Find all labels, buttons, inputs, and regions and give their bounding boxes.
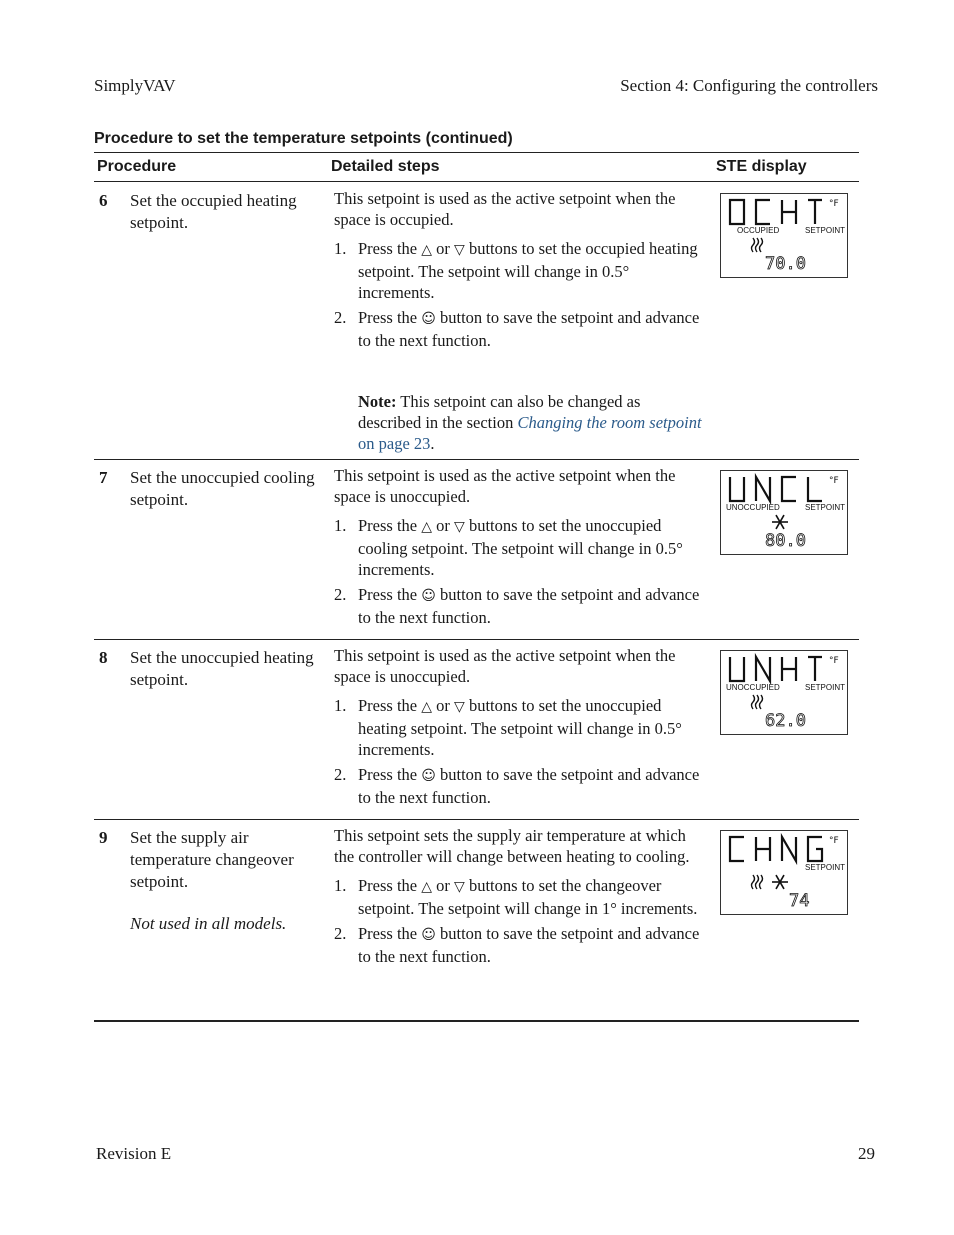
note-text: This setpoint can also be changed as described in the section [358, 392, 641, 432]
list-item [334, 875, 706, 919]
lcd-segment-glyph [730, 837, 744, 861]
down-arrow-icon: ▽ [454, 242, 465, 258]
list-number: 2. [334, 924, 347, 943]
up-arrow-icon: △ [421, 242, 433, 258]
heat-cool-icons [752, 875, 789, 889]
table-row [94, 640, 859, 820]
lcd-occupancy-label: OCCUPIED [737, 226, 780, 235]
column-header-detailed-steps: Detailed steps [331, 158, 440, 175]
procedure-note: Not used in all models. [130, 914, 287, 933]
lcd-segment-glyph [782, 837, 796, 861]
lcd-setpoint-label: SETPOINT [805, 863, 846, 872]
step-text: Press the [358, 516, 422, 535]
lcd-segment-glyph [782, 200, 796, 224]
list-item [334, 238, 706, 303]
lcd-screen [721, 651, 847, 734]
lcd-segment-glyph [730, 477, 744, 501]
lcd-segment-glyph [808, 837, 822, 861]
table-row [94, 820, 859, 1022]
detailed-steps [334, 188, 706, 454]
running-header-section: Section 4: Configuring the controllers [620, 76, 878, 95]
lcd-segment-glyph [808, 477, 822, 501]
step-text: Press the [358, 585, 422, 604]
step-text: buttons to set the unoccupied heating setpoint. The setpoint will change in 0.5° increments. [358, 696, 682, 759]
lcd-segment-glyph [756, 837, 770, 861]
procedure-text: Set the unoccupied cooling setpoint. [130, 468, 315, 509]
ste-display-unoccupied-cooling [720, 470, 848, 555]
lcd-segment-glyph [808, 200, 822, 224]
table-caption: Procedure to set the temperature setpoints (continued) [94, 130, 513, 147]
list-item [334, 764, 706, 808]
step-text: Press the [358, 308, 422, 327]
step-intro: This setpoint is used as the active setpoint when the space is unoccupied. [334, 466, 676, 506]
list-number: 2. [334, 308, 347, 327]
lcd-value: 80.0 [765, 531, 806, 551]
lcd-screen [721, 194, 847, 277]
ste-display-occupied-heating [720, 193, 848, 278]
smiley-button-icon: ☺ [421, 927, 436, 943]
lcd-occupancy-label: UNOCCUPIED [726, 503, 780, 512]
lcd-screen [721, 831, 847, 914]
step-text: Press the [358, 924, 422, 943]
smiley-button-icon: ☺ [421, 768, 436, 784]
column-header-procedure: Procedure [97, 158, 177, 175]
list-item [334, 923, 706, 967]
smiley-button-icon: ☺ [421, 588, 436, 604]
detailed-steps [334, 825, 706, 971]
lcd-unit-label: °F [829, 476, 839, 486]
procedure-table [94, 152, 859, 1022]
step-number: 7 [99, 468, 108, 487]
up-arrow-icon: △ [421, 519, 433, 535]
lcd-setpoint-label: SETPOINT [805, 226, 846, 235]
list-item [334, 515, 706, 580]
ste-display-changeover [720, 830, 848, 915]
step-text: buttons to set the occupied heating setpoint. The setpoint will change in 0.5° increments. [358, 239, 698, 302]
list-number: 2. [334, 765, 347, 784]
heat-icon [752, 238, 763, 252]
step-text: buttons to set the unoccupied cooling setpoint. The setpoint will change in 0.5° increments. [358, 516, 683, 579]
lcd-setpoint-label: SETPOINT [805, 683, 846, 692]
step-text: button to save the setpoint and advance to the next function. [358, 308, 700, 350]
procedure-text [130, 827, 316, 935]
step-text: Press the [358, 876, 422, 895]
step-intro: This setpoint sets the supply air temperature at which the controller will change between heating to cooling. [334, 826, 690, 866]
lcd-word [730, 200, 822, 224]
lcd-segment-glyph [756, 200, 770, 224]
lcd-value: 70.0 [765, 254, 806, 274]
lcd-unit-label: °F [829, 656, 839, 666]
lcd-segment-glyph [782, 477, 796, 501]
list-number: 1. [334, 516, 347, 535]
lcd-unit-label: °F [829, 836, 839, 846]
step-text: or [432, 696, 455, 715]
step-text: buttons to set the changeover setpoint. The setpoint will change in 1° increments. [358, 876, 698, 918]
lcd-segment-glyph [730, 200, 744, 224]
step-text: or [432, 876, 455, 895]
lcd-segment-glyph [756, 657, 770, 681]
ste-display-unoccupied-heating [720, 650, 848, 735]
note [358, 391, 706, 454]
table-row [94, 460, 859, 640]
down-arrow-icon: ▽ [454, 879, 465, 895]
list-number: 1. [334, 239, 347, 258]
lcd-segment-glyph [782, 657, 796, 681]
lcd-segment-glyph [756, 477, 770, 501]
detailed-steps [334, 465, 706, 632]
lcd-word [730, 837, 822, 861]
down-arrow-icon: ▽ [454, 519, 465, 535]
column-header-ste-display: STE display [716, 158, 807, 175]
procedure-description: Set the supply air temperature changeover setpoint. [130, 828, 294, 891]
step-intro: This setpoint is used as the active setpoint when the space is unoccupied. [334, 646, 676, 686]
lcd-value: 74 [789, 891, 810, 911]
smiley-button-icon: ☺ [421, 311, 436, 327]
list-number: 1. [334, 876, 347, 895]
procedure-text: Set the occupied heating setpoint. [130, 191, 297, 232]
cross-reference-link[interactable]: Changing the room setpoint [517, 413, 702, 432]
step-text: button to save the setpoint and advance to the next function. [358, 585, 700, 627]
down-arrow-icon: ▽ [454, 699, 465, 715]
step-text: Press the [358, 239, 422, 258]
detailed-steps [334, 645, 706, 812]
table-row [94, 182, 859, 460]
lcd-occupancy-label: UNOCCUPIED [726, 683, 780, 692]
lcd-unit-label: °F [829, 199, 839, 209]
lcd-setpoint-label: SETPOINT [805, 503, 846, 512]
lcd-word [730, 477, 822, 501]
step-text: Press the [358, 765, 422, 784]
step-text: button to save the setpoint and advance to the next function. [358, 765, 700, 807]
list-item [334, 584, 706, 628]
up-arrow-icon: △ [421, 699, 433, 715]
lcd-value: 62.0 [765, 711, 806, 731]
lcd-word [730, 657, 822, 681]
step-number: 9 [99, 828, 108, 847]
list-number: 2. [334, 585, 347, 604]
page-number: 29 [858, 1144, 875, 1163]
page-reference-link[interactable]: on page 23 [358, 434, 431, 453]
step-number: 6 [99, 191, 108, 210]
list-item [334, 307, 706, 351]
table-header-row [94, 152, 859, 182]
step-text: or [432, 239, 455, 258]
footer-revision: Revision E [96, 1144, 172, 1163]
running-header-title: SimplyVAV [94, 76, 176, 95]
step-text: button to save the setpoint and advance to the next function. [358, 924, 700, 966]
up-arrow-icon: △ [421, 879, 433, 895]
snowflake-icon [772, 515, 788, 529]
note-label: Note: [358, 392, 397, 411]
lcd-segment-glyph [808, 657, 822, 681]
step-intro: This setpoint is used as the active setpoint when the space is occupied. [334, 189, 676, 229]
list-item [334, 695, 706, 760]
step-text: or [432, 516, 455, 535]
step-text: Press the [358, 696, 422, 715]
lcd-segment-glyph [730, 657, 744, 681]
note-end: . [430, 434, 435, 453]
lcd-screen [721, 471, 847, 554]
procedure-text: Set the unoccupied heating setpoint. [130, 648, 314, 689]
list-number: 1. [334, 696, 347, 715]
heat-icon [752, 695, 763, 709]
step-number: 8 [99, 648, 108, 667]
